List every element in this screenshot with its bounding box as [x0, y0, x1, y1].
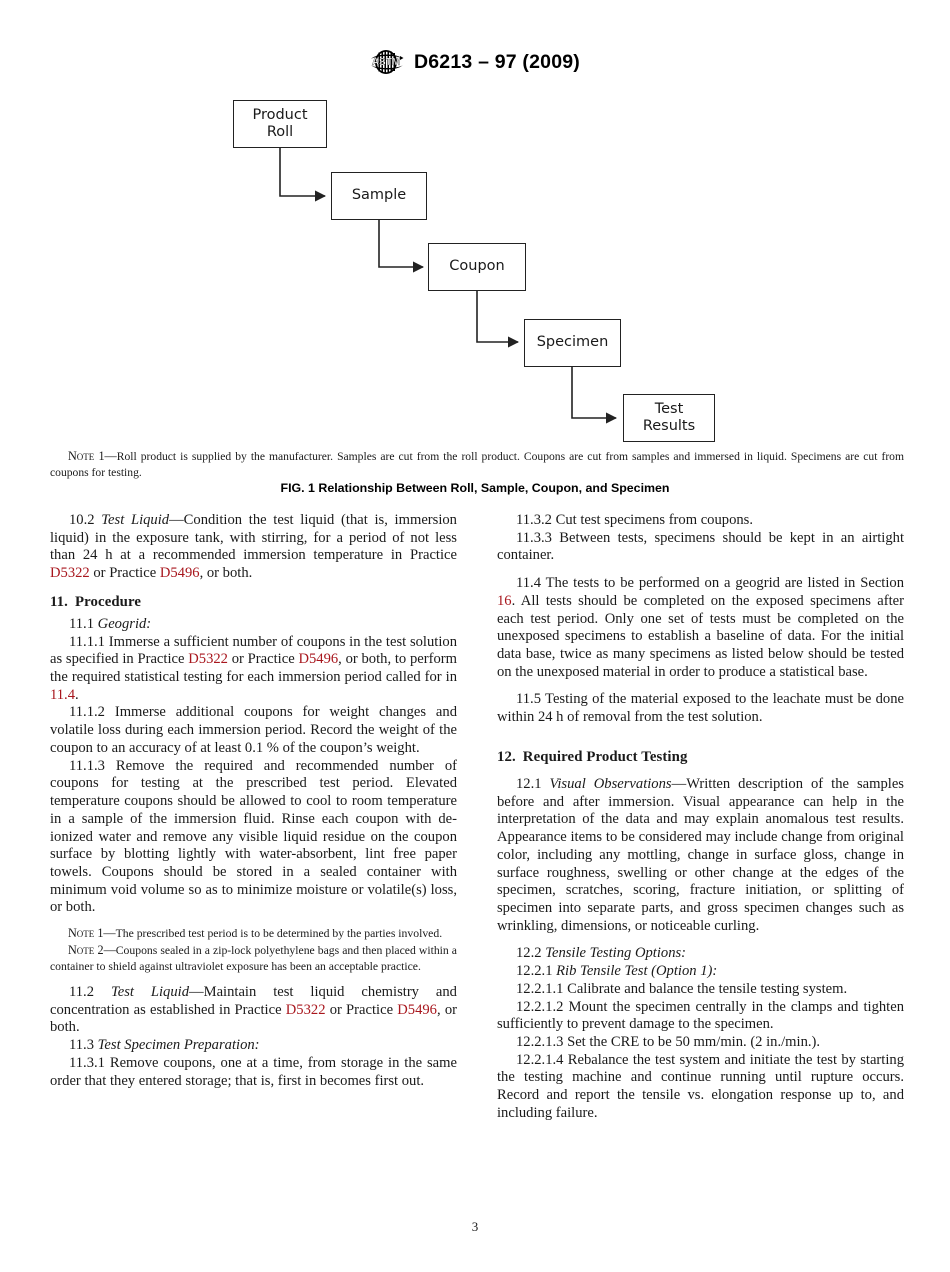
body-columns — [50, 512, 904, 1123]
paragraph-11-1-2 — [50, 704, 457, 757]
flowchart-box-label: Coupon — [449, 258, 505, 275]
note-2 — [50, 943, 457, 974]
clause-text: Cut test specimens from coupons. — [551, 512, 753, 528]
flowchart-box-specimen — [524, 319, 621, 367]
clause-text: or Practice — [89, 565, 160, 582]
clause-title: Test Specimen Preparation: — [97, 1037, 260, 1054]
clause-number: 12.2 — [516, 945, 542, 962]
clause-text: or Practice — [227, 651, 299, 668]
svg-text:ASTM: ASTM — [371, 57, 401, 68]
heading-12-required-product-testing — [497, 749, 904, 766]
heading-11-procedure — [50, 594, 457, 611]
link-11-4[interactable]: 11.4 — [50, 686, 75, 703]
paragraph-12-2 — [497, 945, 904, 963]
clause-text: Calibrate and balance the tensile testing system. — [563, 980, 848, 997]
clause-title: Test Liquid — [101, 512, 170, 528]
link-d5496[interactable]: D5496 — [298, 651, 339, 668]
right-column — [497, 512, 904, 1123]
clause-text: —Condition the test liquid (that is, immersion liquid) in the exposure tank, with stirring, for a period of not less than 24 h at a recommended immersion temperature in Practice — [50, 512, 457, 564]
clause-number: 11.1.3 — [69, 757, 105, 774]
paragraph-10-2 — [50, 512, 457, 583]
clause-text: Rebalance the test system and initiate the test by starting the testing machine and continue running until rupture occurs. Record and report the tensile vs. elongation response up to, and including failure. — [497, 1051, 904, 1121]
clause-title: Geogrid: — [97, 615, 152, 632]
figure-note-text: Roll product is supplied by the manufacturer. Samples are cut from the roll product. Coupons are cut from samples and immersed in liquid. Specimens are cut from coupons for testing. — [50, 450, 905, 479]
paragraph-12-2-1 — [497, 963, 904, 981]
flowchart-box-sample — [331, 172, 427, 220]
link-d5322[interactable]: D5322 — [188, 651, 228, 668]
link-section-16[interactable]: 16 — [497, 592, 512, 609]
paragraph-12-2-1-2 — [497, 999, 904, 1034]
clause-number: 12.2.1.4 — [516, 1051, 564, 1068]
paragraph-11-1 — [50, 616, 457, 634]
link-d5496[interactable]: D5496 — [159, 565, 200, 582]
figure-caption: FIG. 1 Relationship Between Roll, Sample, Coupon, and Specimen — [280, 481, 670, 495]
flowchart-box-label: Roll — [266, 124, 294, 140]
note-label: Note 1— — [68, 926, 116, 941]
clause-text: —Written description of the samples before and after immersion. Visual appearance can help in the interpretation of the data and may explain anomalous test results. Appearance items to be considered may include change from original color, including any mottling, change in surface gloss, change in surface roughness, swelling or other change at the edges of the specimen, scratches, scoring, fracture initiation, or splitting of specimen into separate parts, and gross specimen changes such as wrinkling, dimensions, or noticeable curling. — [497, 775, 904, 934]
clause-number: 11.5 — [516, 691, 541, 708]
figure-note-label: Note 1— — [68, 449, 117, 463]
flowchart-box-test-results — [623, 394, 715, 442]
left-column — [50, 512, 457, 1123]
paragraph-12-2-1-1 — [497, 981, 904, 999]
paragraph-11-3-2 — [497, 512, 904, 530]
astm-logo — [370, 48, 404, 76]
clause-text: , or both. — [50, 1001, 457, 1036]
paragraph-11-1-1 — [50, 634, 457, 705]
clause-text: . — [75, 686, 79, 703]
clause-text: Immerse additional coupons for weight changes and volatile loss during each immersion period. Record the weight of the coupon to an accuracy of at least 0.1 % of the coupon’s weight. — [50, 704, 457, 756]
clause-number: 11.2 — [69, 984, 94, 1001]
note-1 — [50, 926, 457, 942]
clause-number: 11.3.1 — [69, 1054, 105, 1071]
flowchart-box-product-roll — [233, 100, 327, 148]
paragraph-11-4 — [497, 575, 904, 681]
clause-text: Remove the required and recommended number of coupons for testing at the prescribed test period. Elevated temperature coupons should be allowed to cool to room temperature in a sample of the immersion fluid. Rinse each coupon with de-ionized water and remove any visible liquid residue on the coupon surface by blotting lightly with water-absorbent, lint free paper towels. Coupons should be stored in a sealed container with minimum void volume so as to minimize moisture or volatile(s) loss, or both. — [50, 757, 457, 916]
page-number: 3 — [471, 1219, 479, 1234]
paragraph-11-3-3 — [497, 530, 904, 565]
clause-text: Remove coupons, one at a time, from storage in the same order that they entered storage; that is, first in becomes first out. — [50, 1054, 457, 1089]
clause-number: 12.1 — [516, 775, 542, 792]
note-text: The prescribed test period is to be determined by the parties involved. — [115, 927, 443, 941]
flowchart-box-coupon — [428, 243, 526, 291]
clause-number: 12.2.1 — [516, 963, 553, 980]
clause-number: 10.2 — [69, 512, 95, 528]
heading-number: 12. — [497, 748, 516, 765]
clause-number: 11.1.2 — [69, 704, 105, 721]
clause-title: Rib Tensile Test (Option 1): — [556, 963, 718, 980]
paragraph-12-2-1-3 — [497, 1034, 904, 1052]
flowchart-box-label: Test — [654, 400, 684, 417]
note-text: Coupons sealed in a zip-lock polyethylene bags and then placed within a container to shield against ultraviolet exposure has been an acceptable practice. — [50, 943, 457, 973]
clause-text: Testing of the material exposed to the leachate must be done within 24 h of removal from the test solution. — [497, 691, 904, 726]
clause-text: Between tests, specimens should be kept in an airtight container. — [497, 529, 904, 564]
clause-number: 11.4 — [516, 575, 541, 592]
heading-text: Required Product Testing — [522, 748, 688, 765]
clause-text: , or both, to perform the required statistical testing for each immersion period called for in — [50, 651, 457, 686]
clause-number: 11.3.3 — [516, 529, 552, 546]
link-d5322[interactable]: D5322 — [285, 1001, 326, 1018]
clause-number: 11.1 — [69, 615, 94, 632]
clause-text: Immerse a sufficient number of coupons in the test solution as specified in Practice — [50, 633, 457, 668]
page-title: D6213 – 97 (2009) — [413, 50, 581, 73]
paragraph-12-2-1-4 — [497, 1052, 904, 1123]
clause-text: —Maintain test liquid chemistry and concentration as established in Practice — [50, 984, 457, 1018]
clause-number: 11.1.1 — [69, 633, 105, 650]
note-label: Note 2— — [68, 942, 116, 957]
clause-title: Test Liquid — [110, 984, 189, 1001]
clause-text: Set the CRE to be 50 mm/min. (2 in./min.). — [563, 1033, 821, 1050]
clause-number: 12.2.1.1 — [516, 980, 564, 997]
heading-text: Procedure — [74, 593, 142, 610]
paragraph-11-3-1 — [50, 1055, 457, 1090]
clause-number: 11.3.2 — [516, 512, 552, 528]
clause-text: Mount the specimen centrally in the clamps and tighten sufficiently to prevent damage to the specimen. — [497, 998, 904, 1033]
paragraph-12-1 — [497, 776, 904, 935]
flowchart-box-label: Sample — [351, 187, 407, 204]
link-d5322[interactable]: D5322 — [50, 565, 90, 582]
clause-text: , or both. — [199, 565, 253, 582]
flowchart-box-label: Results — [642, 418, 696, 434]
clause-number: 12.2.1.3 — [516, 1033, 564, 1050]
clause-text: The tests to be performed on a geogrid are listed in Section — [541, 575, 904, 592]
paragraph-11-1-3 — [50, 758, 457, 917]
figure-note — [50, 449, 904, 480]
clause-number: 12.2.1.2 — [516, 998, 564, 1015]
figure-1-flowchart — [0, 95, 950, 450]
clause-title: Tensile Testing Options: — [545, 945, 687, 962]
clause-title: Visual Observations — [549, 775, 672, 792]
heading-number: 11. — [50, 593, 68, 610]
paragraph-11-5 — [497, 691, 904, 726]
link-d5496[interactable]: D5496 — [397, 1001, 437, 1018]
page-header — [0, 48, 950, 76]
clause-text: or Practice — [325, 1001, 398, 1018]
clause-number: 11.3 — [69, 1037, 94, 1054]
clause-text: . All tests should be completed on the exposed specimens after each test period. Only one set of tests must be completed on the unexposed specimens to establish a baseline of data. For the initial data base, twice as many specimens as listed below should be tested on the unexposed material in order to produce a statistical base. — [497, 592, 904, 680]
flowchart-box-label: Product — [252, 106, 308, 123]
paragraph-11-2 — [50, 984, 457, 1037]
flowchart-box-label: Specimen — [536, 334, 609, 351]
paragraph-11-3 — [50, 1037, 457, 1055]
